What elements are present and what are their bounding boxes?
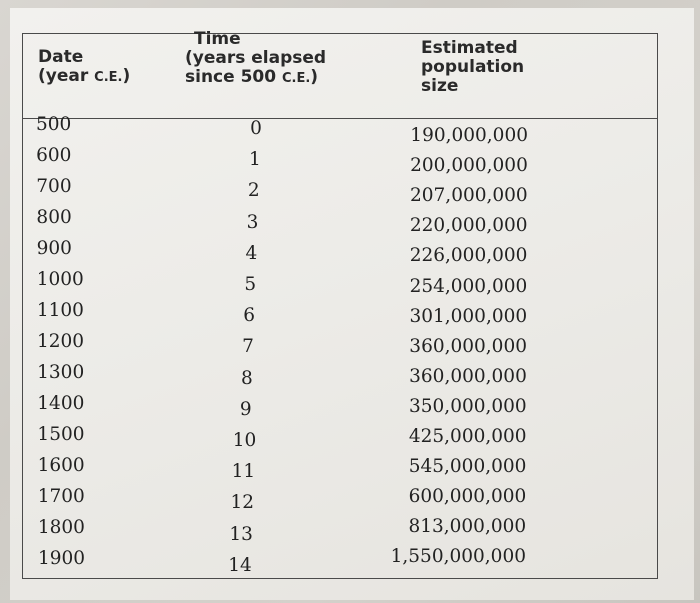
cell-population: 360,000,000 — [409, 365, 527, 387]
cell-date: 900 — [36, 238, 72, 259]
cell-population: 545,000,000 — [408, 456, 527, 478]
cell-time: 10 — [232, 430, 257, 451]
cell-time: 12 — [230, 492, 255, 514]
cell-date: 500 — [36, 114, 72, 135]
cell-time: 6 — [243, 305, 256, 327]
cell-population: 350,000,000 — [409, 395, 527, 417]
header-population — [421, 39, 524, 96]
cell-date: 600 — [36, 145, 72, 166]
header-date-line1: Date — [38, 47, 84, 67]
cell-time: 13 — [229, 523, 253, 545]
header-date — [38, 48, 130, 87]
cell-population: 360,000,000 — [409, 335, 527, 357]
cell-population: 301,000,000 — [409, 305, 528, 327]
header-population-line2: population — [421, 57, 525, 77]
cell-date: 1000 — [36, 269, 84, 290]
header-time-line3-end: ) — [310, 67, 319, 87]
cell-date: 1800 — [37, 517, 85, 538]
cell-time: 8 — [240, 367, 253, 389]
cell-date: 1500 — [37, 424, 85, 445]
header-date-line2-era: C.E. — [94, 70, 123, 85]
cell-date: 800 — [36, 207, 72, 228]
cell-population: 226,000,000 — [409, 245, 528, 267]
cell-date: 1200 — [37, 331, 85, 352]
cell-population: 190,000,000 — [410, 125, 528, 146]
cell-time: 11 — [231, 461, 256, 483]
cell-date: 1400 — [37, 393, 85, 414]
cell-time: 1 — [248, 149, 261, 171]
cell-population: 813,000,000 — [408, 516, 527, 538]
header-time — [185, 30, 326, 88]
header-time-line3 — [185, 68, 326, 88]
header-date-line2 — [38, 67, 130, 87]
cell-date: 700 — [36, 176, 72, 197]
cell-time: 4 — [245, 242, 258, 264]
cell-time: 2 — [247, 180, 260, 202]
header-date-line2-end: ) — [122, 66, 131, 86]
cell-population: 254,000,000 — [409, 275, 528, 297]
cell-time: 14 — [228, 554, 252, 576]
cell-population: 425,000,000 — [408, 426, 527, 447]
cell-population: 200,000,000 — [410, 155, 528, 177]
cell-time: 0 — [250, 118, 262, 139]
cell-population: 600,000,000 — [408, 486, 527, 508]
cell-time: 7 — [242, 336, 254, 358]
cell-population: 220,000,000 — [409, 215, 528, 237]
header-time-line1: Time — [194, 29, 241, 49]
cell-date: 1300 — [37, 362, 85, 383]
header-population-line1: Estimated — [421, 38, 518, 58]
header-date-line2-main: (year — [38, 66, 95, 86]
cell-time: 5 — [244, 274, 257, 295]
header-population-line3: size — [421, 76, 459, 96]
cell-date: 1700 — [37, 486, 85, 507]
cell-population: 1,550,000,000 — [390, 546, 526, 568]
header-time-line2: (years elapsed — [185, 48, 327, 68]
cell-population: 207,000,000 — [410, 185, 528, 207]
header-time-line3-main: since 500 — [185, 67, 282, 87]
cell-time: 9 — [239, 398, 252, 420]
cell-time: 3 — [246, 211, 259, 233]
header-time-line3-era: C.E. — [281, 71, 311, 86]
cell-date: 1600 — [37, 455, 85, 476]
cell-date: 1900 — [38, 548, 86, 569]
header-divider — [22, 118, 658, 119]
cell-date: 1100 — [36, 300, 84, 321]
